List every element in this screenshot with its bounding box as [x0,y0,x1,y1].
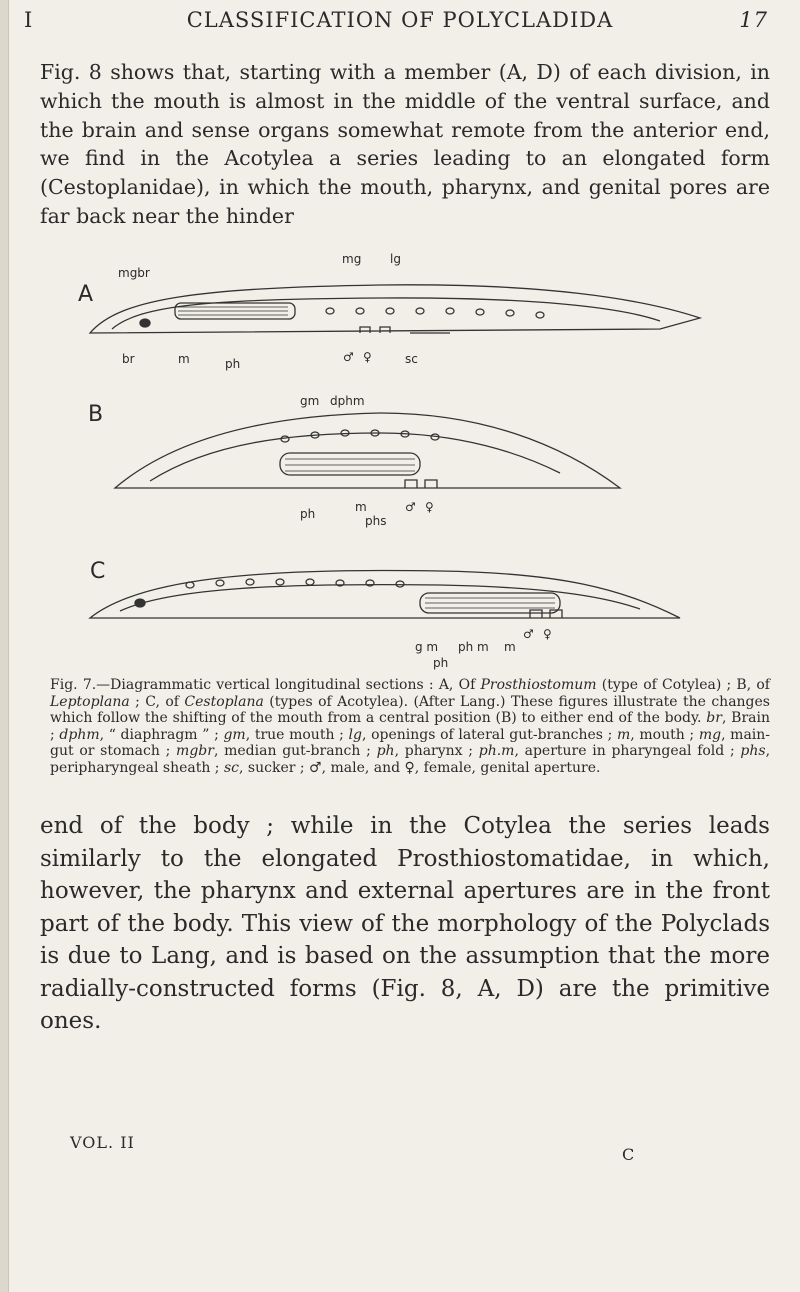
caption-text: , main-gut or stomach ; [50,726,771,760]
caption-abbr: ph.m [478,743,515,760]
label-gm-c: g m [415,640,439,654]
caption-text: , Brain ; [50,710,770,743]
caption-abbr: br [706,710,722,727]
chapter-number: I [24,8,34,32]
figure-7-diagrams [60,243,780,673]
running-title: CLASSIFICATION OF POLYCLADIDA [186,8,614,32]
caption-abbr: gm [223,726,246,743]
caption-taxon: Prosthiostomum [480,677,597,693]
caption-abbr: lg [348,726,362,743]
caption-text: , “ diaphragm ” ; [99,726,224,743]
label-male-a: ♂ [343,350,354,364]
label-phs: phs [365,514,387,528]
caption-fig-label: Fig. 7. [50,677,97,693]
caption-text: , true mouth ; [245,726,349,743]
page-number: 17 [739,8,768,32]
caption-abbr: ph [376,743,395,760]
caption-abbr: sc [223,759,240,776]
caption-text: , aperture in pharyngeal fold ; [514,743,741,760]
caption-abbr: mgbr [176,743,214,760]
caption-text: , sucker ; ♂, male, and ♀, female, genital aperture. [239,759,601,776]
panel-c [90,559,680,618]
page-binding-edge [0,0,9,1292]
label-dphm: dphm [330,394,365,408]
figure-caption [50,677,770,777]
label-ph-c: ph [433,656,449,670]
panel-a [78,282,700,333]
caption-text: (type of Cotylea) ; B, of [596,677,770,693]
panel-b [88,402,620,488]
caption-abbr: mg [698,726,722,743]
label-male-b: ♂ [405,500,416,514]
label-lg: lg [390,252,401,266]
caption-abbr: phs [740,743,766,760]
running-header [0,8,800,38]
label-mg: mg [342,252,362,266]
caption-taxon: Cestoplana [184,693,264,710]
label-male-c: ♂ [523,627,534,641]
body-paragraph-1: Fig. 8 shows that, starting with a member (A, D) of each division, in which the mouth is almost in the middle of the ventral surface, and the brain and sense organs somewhat remote from the anterior end, we find in the Acotylea a series leading to an elongated form (Cestoplanidae), in which the mouth, pharynx, and genital pores are far back near the hinder [40,60,770,228]
caption-text: —Diagrammatic vertical longitudinal sections : A, Of [96,677,481,693]
caption-text: , median gut-branch ; [213,743,377,760]
caption-text: , mouth ; [630,726,699,743]
caption-text: , pharynx ; [394,743,479,760]
label-m-c: m [504,640,516,654]
label-ph-b: ph [300,507,316,521]
label-female-c: ♀ [543,627,552,641]
panel-a-letter: A [78,282,94,307]
caption-text: ; C, of [129,693,185,710]
label-gm-b: gm [300,394,320,408]
label-ph-a: ph [225,357,241,371]
body-paragraph-2: end of the body ; while in the Cotylea the series leads similarly to the elongated Prosthiostomatidae, in which, however, the pharynx and external apertures are in the front part of the body. This view of the morphology of the Polyclads is due to Lang, and is based on the assumption that the more radially-constructed forms (Fig. 8, A, D) are the primitive ones. [40,813,770,1034]
caption-abbr: m [617,726,631,743]
caption-text: , peripharyngeal sheath ; [50,743,771,776]
panel-b-letter: B [88,402,104,427]
label-female-b: ♀ [425,500,434,514]
panel-c-letter: C [90,559,106,584]
label-mgbr: mgbr [118,266,150,280]
label-m-b: m [355,500,367,514]
caption-text: , openings of lateral gut-branches ; [361,726,617,743]
caption-taxon: Leptoplana [50,693,130,710]
label-phm-c: ph m [458,640,489,654]
caption-abbr: dphm [59,726,100,743]
label-sc: sc [405,352,418,366]
volume-label: VOL. II [70,1133,135,1152]
label-m-a: m [178,352,190,366]
label-female-a: ♀ [363,350,372,364]
caption-text: (types of Acotylea). (After Lang.) These figures illustrate the changes which follow the shifting of the mouth from a central position (B) to either end of the body. [50,693,770,727]
label-br-a: br [122,352,135,366]
signature-mark: C [622,1145,635,1164]
